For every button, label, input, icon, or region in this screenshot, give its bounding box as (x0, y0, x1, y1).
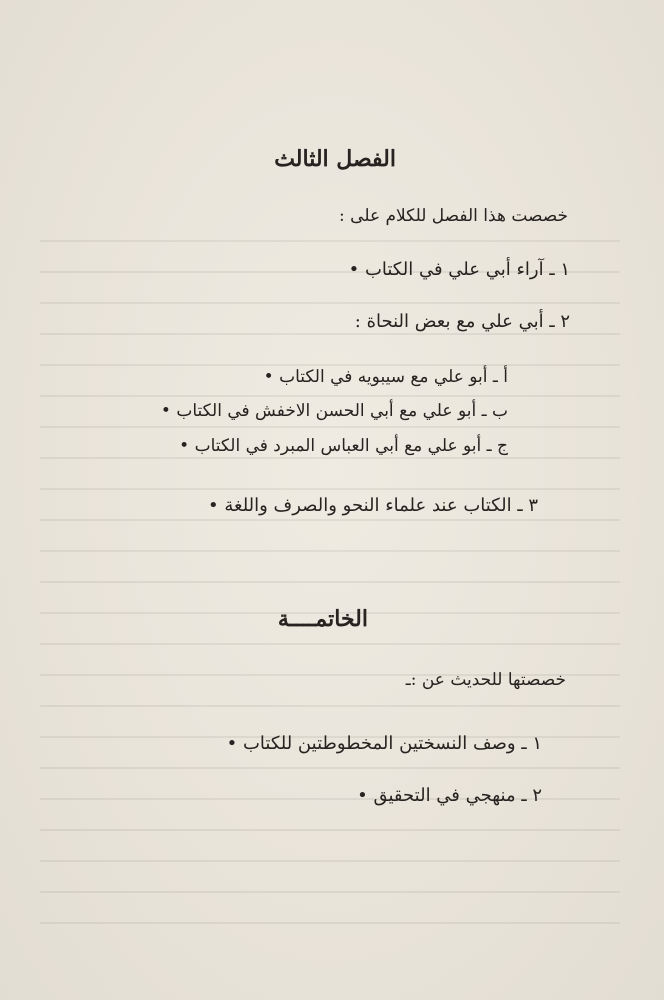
conclusion-title: الخاتمــــة (277, 606, 368, 632)
conclusion-item-2: ٢ ـ منهجي في التحقيق • (357, 785, 542, 806)
chapter-intro: خصصت هذا الفصل للكلام على : (339, 206, 568, 226)
conclusion-item-1: ١ ـ وصف النسختين المخطوطتين للكتاب • (226, 733, 542, 754)
chapter-subitem-a: أ ـ أبو علي مع سيبويه في الكتاب • (263, 367, 508, 387)
chapter-item-3: ٣ ـ الكتاب عند علماء النحو والصرف واللغة • (208, 495, 538, 516)
chapter-item-2: ٢ ـ أبي علي مع بعض النحاة : (354, 311, 570, 332)
chapter-subitem-b: ب ـ أبو علي مع أبي الحسن الاخفش في الكتاب • (160, 401, 508, 421)
conclusion-intro: خصصتها للحديث عن :ـ (405, 670, 566, 690)
chapter-title: الفصل الثالث (274, 146, 396, 172)
chapter-subitem-c: ج ـ أبو علي مع أبي العباس المبرد في الكتاب • (179, 436, 508, 456)
chapter-item-1: ١ ـ آراء أبي علي في الكتاب • (348, 259, 570, 280)
